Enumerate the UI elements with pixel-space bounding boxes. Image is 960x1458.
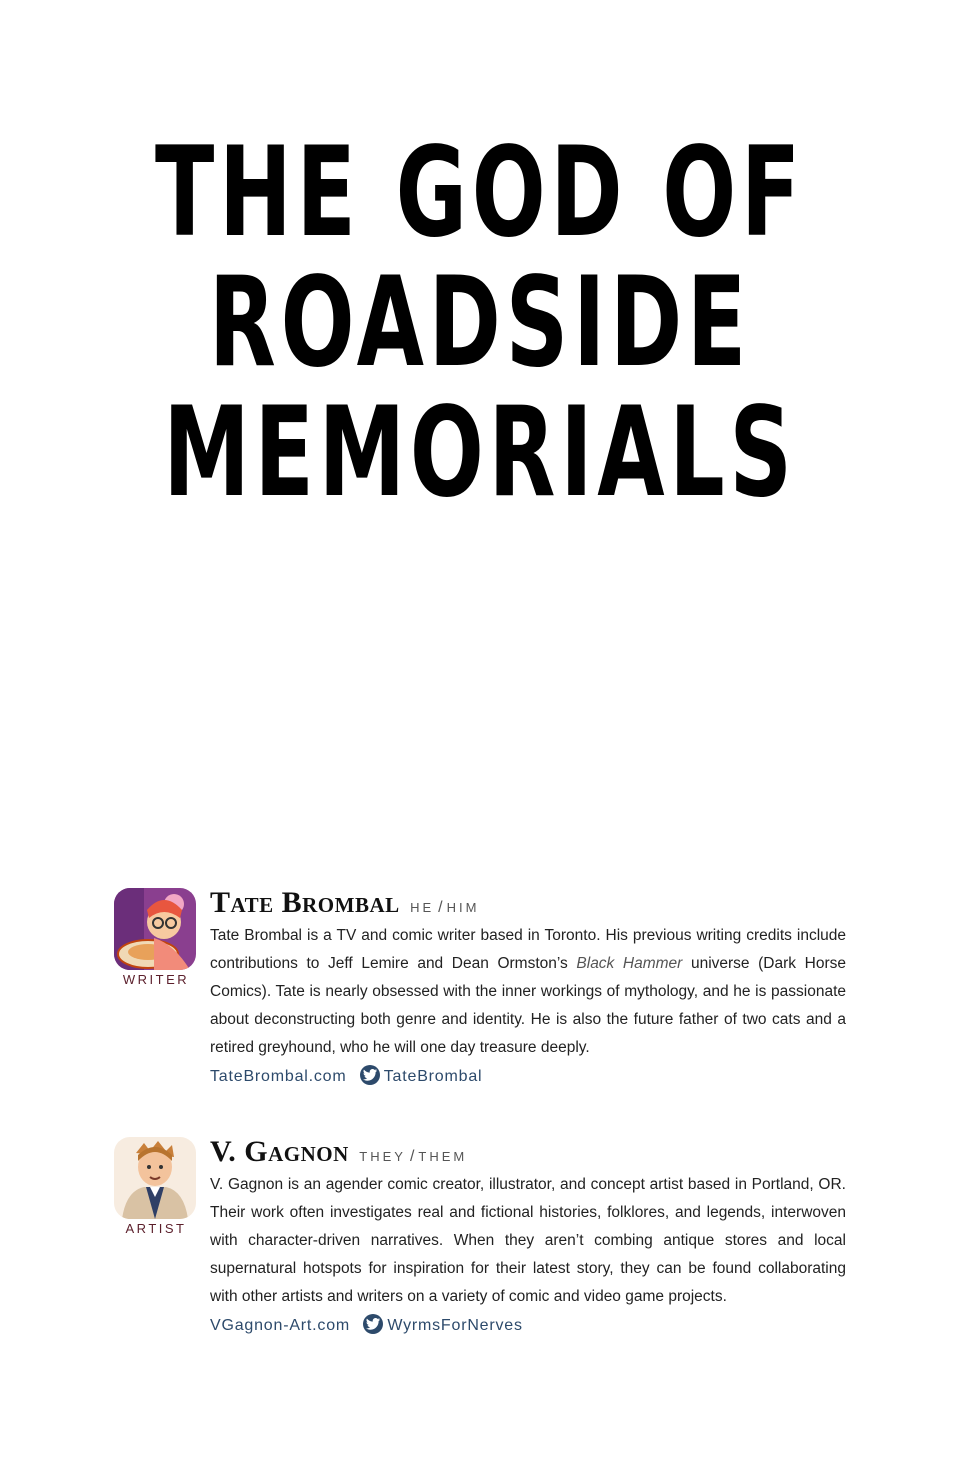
writer-pronoun-b: HIM	[446, 900, 480, 915]
book-title	[0, 121, 960, 525]
title-line-3: MEMORIALS	[163, 381, 797, 525]
title-line-1: THE GOD OF	[154, 121, 806, 265]
artist-links	[210, 1313, 846, 1339]
writer-name: Tate Brombal	[210, 886, 400, 919]
writer-website-link[interactable]: TateBrombal.com	[210, 1068, 347, 1085]
writer-name-row	[210, 888, 846, 918]
writer-twitter-link[interactable]: TateBrombal	[383, 1068, 483, 1085]
artist-name-row	[210, 1137, 846, 1167]
writer-pronoun-a: HE	[410, 900, 435, 915]
artist-twitter-link[interactable]: WyrmsForNerves	[387, 1317, 523, 1334]
artist-avatar	[114, 1137, 196, 1219]
pronoun-slash: /	[438, 899, 443, 916]
artist-name: V. Gagnon	[210, 1135, 349, 1168]
writer-avatar	[114, 888, 196, 970]
artist-website-link[interactable]: VGagnon-Art.com	[210, 1317, 351, 1334]
writer-links	[210, 1064, 846, 1090]
writer-bio-italic: Black Hammer	[576, 955, 683, 972]
writer-bio-text-b: universe (Dark Horse Comics). Tate is nearly obsessed with the inner workings of mythology, and he is passionate about deconstructing both genre and identity. He is also the future father of two cats and a retired greyhound, who he will one day treasure deeply.	[210, 955, 846, 1056]
writer-bio-text	[210, 922, 846, 1062]
twitter-bird-icon	[360, 1065, 380, 1085]
artist-text-column	[210, 1137, 846, 1339]
writer-role-label: WRITER	[122, 972, 190, 987]
artist-pronoun-a: THEY	[359, 1149, 406, 1164]
writer-avatar-column	[114, 888, 198, 987]
title-line-2: ROADSIDE	[208, 251, 752, 395]
artist-avatar-column	[114, 1137, 198, 1236]
artist-role-label: ARTIST	[125, 1221, 187, 1236]
pronoun-slash: /	[409, 1148, 415, 1165]
writer-bio-text-a: Tate Brombal is a TV and comic writer based in Toronto. His previous writing credits include contributions to Jeff Lemire and Dean Ormston’s	[210, 927, 846, 972]
twitter-bird-icon	[363, 1314, 383, 1334]
artist-pronoun-b: THEM	[418, 1149, 468, 1164]
writer-text-column	[210, 888, 846, 1090]
artist-bio-text: V. Gagnon is an agender comic creator, illustrator, and concept artist based in Portland, OR. Their work often investigates real and fictional histories, folklores, and legends, interwoven with character-driven narratives. When they aren’t combing antique stores and local supernatural hotspots for inspiration for their latest story, they can be found collaborating with other artists and writers on a variety of comic and video game projects.	[210, 1176, 846, 1305]
